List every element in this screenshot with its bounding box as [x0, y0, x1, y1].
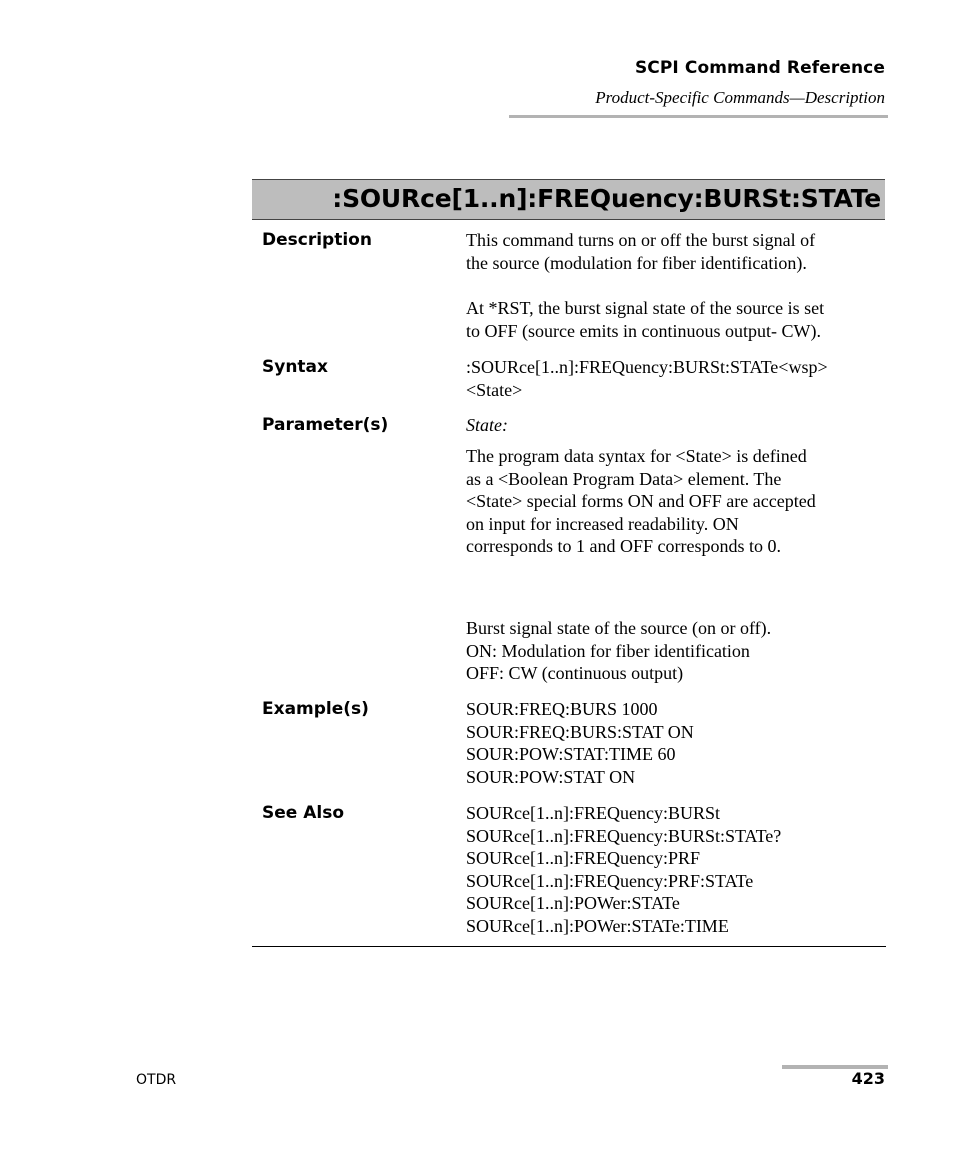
- parameter-values: [466, 617, 886, 685]
- command-title: :SOURce[1..n]:FREQuency:BURSt:STATe: [332, 184, 881, 213]
- text-line: ON: Modulation for fiber identification: [466, 640, 750, 661]
- text-line: as a <Boolean Program Data> element. The: [466, 468, 782, 489]
- text-line: SOUR:FREQ:BURS 1000: [466, 699, 658, 719]
- text-line: At *RST, the burst signal state of the source is set: [466, 298, 825, 318]
- footer-product-name: OTDR: [136, 1072, 177, 1088]
- text-line: on input for increased readability. ON: [466, 513, 739, 534]
- description-label: Description: [262, 230, 372, 250]
- text-line: SOUR:FREQ:BURS:STAT ON: [466, 721, 694, 742]
- text-line: <State> special forms ON and OFF are accepted: [466, 491, 816, 512]
- running-header-title: SCPI Command Reference: [634, 58, 885, 78]
- syntax-text: [466, 356, 886, 401]
- examples-text: [466, 698, 886, 788]
- parameter-description: [466, 445, 886, 558]
- text-line: SOUR:POW:STAT:TIME 60: [466, 744, 676, 765]
- page-number: 423: [851, 1069, 885, 1088]
- text-line: SOURce[1..n]:POWer:STATe: [466, 893, 680, 914]
- text-line: OFF: CW (continuous output): [466, 663, 684, 684]
- text-line: The program data syntax for <State> is defined: [466, 446, 807, 466]
- text-line: SOURce[1..n]:FREQuency:PRF: [466, 848, 700, 869]
- description-reset-text: [466, 297, 886, 342]
- table-bottom-rule: [252, 946, 886, 947]
- parameters-label: Parameter(s): [262, 415, 389, 435]
- text-line: SOUR:POW:STAT ON: [466, 766, 636, 787]
- text-line: SOURce[1..n]:FREQuency:PRF:STATe: [466, 870, 754, 891]
- text-line: :SOURce[1..n]:FREQuency:BURSt:STATe<wsp>: [466, 357, 828, 377]
- description-text: [466, 229, 886, 274]
- command-title-bar: [252, 179, 885, 220]
- see-also-list: [466, 802, 886, 938]
- text-line: SOURce[1..n]:FREQuency:BURSt:STATe?: [466, 825, 782, 846]
- syntax-label: Syntax: [262, 357, 328, 377]
- text-line: This command turns on or off the burst signal of: [466, 230, 816, 250]
- examples-label: Example(s): [262, 699, 369, 719]
- text-line: to OFF (source emits in continuous output- CW).: [466, 320, 821, 341]
- text-line: the source (modulation for fiber identification).: [466, 252, 807, 273]
- see-also-label: See Also: [262, 803, 345, 823]
- text-line: <State>: [466, 379, 523, 400]
- header-divider: [509, 115, 888, 118]
- text-line: SOURce[1..n]:FREQuency:BURSt: [466, 803, 720, 823]
- parameter-name: State:: [466, 415, 508, 435]
- text-line: SOURce[1..n]:POWer:STATe:TIME: [466, 915, 729, 936]
- text-line: Burst signal state of the source (on or off).: [466, 618, 772, 638]
- running-header-subtitle: Product-Specific Commands—Description: [595, 88, 885, 107]
- text-line: corresponds to 1 and OFF corresponds to 0.: [466, 536, 781, 557]
